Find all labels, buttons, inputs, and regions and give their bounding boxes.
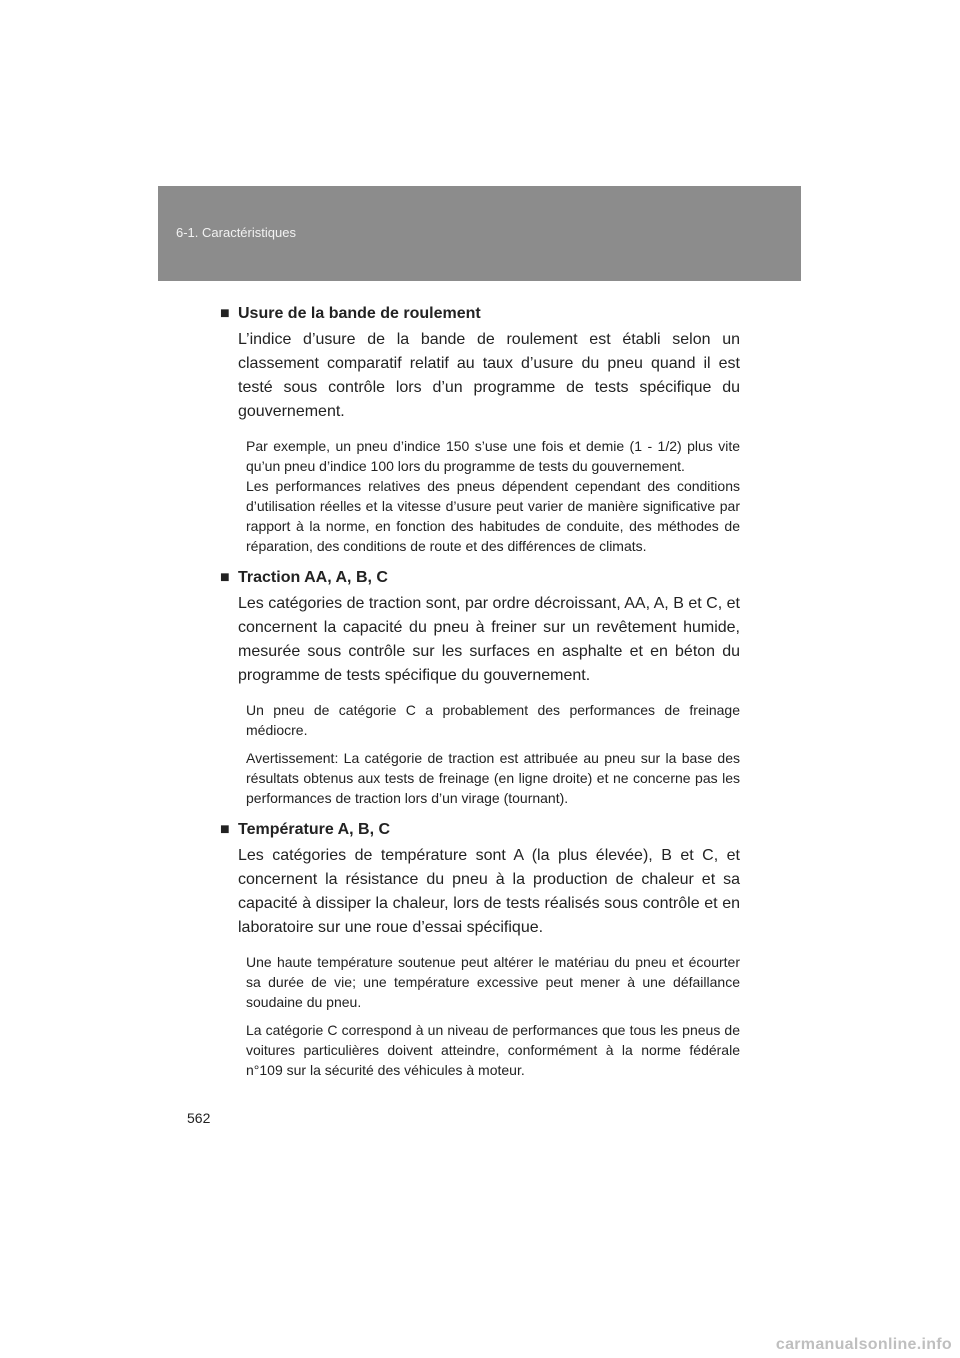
section-notes xyxy=(246,952,740,1080)
section-heading xyxy=(220,302,740,326)
section-traction xyxy=(220,566,740,808)
square-bullet-icon: ■ xyxy=(220,569,230,586)
section-heading xyxy=(220,818,740,842)
note-paragraph: Avertissement: La catégorie de traction est attribuée au pneu sur la base des résultats obtenus aux tests de freinage (en ligne droite) et ne concerne pas les performances de traction lors d’un virage (tournant). xyxy=(246,750,740,806)
section-label: 6-1. Caractéristiques xyxy=(176,225,296,240)
square-bullet-icon: ■ xyxy=(220,821,230,838)
section-body: Les catégories de traction sont, par ordre décroissant, AA, A, B et C, et concernent la capacité du pneu à freiner sur un revêtement humide, mesurée sous contrôle sur les surfaces en asphalte et en béton du programme de tests spécifique du gouvernement. xyxy=(238,595,740,684)
note-paragraph: Par exemple, un pneu d’indice 150 s’use une fois et demie (1 - 1/2) plus vite qu’un pneu d’indice 100 lors du programme de tests du gouvernement. xyxy=(246,438,740,474)
note-paragraph: Un pneu de catégorie C a probablement des performances de freinage médiocre. xyxy=(246,702,740,738)
note-paragraph: La catégorie C correspond à un niveau de performances que tous les pneus de voitures particulières doivent atteindre, conformément à la norme fédérale n°109 sur la sécurité des véhicules à moteur. xyxy=(246,1022,740,1078)
section-notes xyxy=(246,700,740,808)
square-bullet-icon: ■ xyxy=(220,305,230,322)
section-tread-wear xyxy=(220,302,740,556)
note-paragraph: Une haute température soutenue peut altérer le matériau du pneu et écourter sa durée de vie; une température excessive peut mener à une défaillance soudaine du pneu. xyxy=(246,954,740,1010)
section-notes xyxy=(246,436,740,556)
section-body: Les catégories de température sont A (la plus élevée), B et C, et concernent la résistance du pneu à la production de chaleur et sa capacité à dissiper la chaleur, lors de tests réalisés sous contrôle et en laboratoire sur une roue d’essai spécifique. xyxy=(238,847,740,936)
heading-text: Température A, B, C xyxy=(238,821,391,838)
heading-text: Usure de la bande de roulement xyxy=(238,305,481,322)
header-band xyxy=(158,186,801,281)
note-paragraph: Les performances relatives des pneus dépendent cependant des conditions d’utilisation réelles et la vitesse d’usure peut varier de manière significative par rapport à la norme, en fonction des habitudes de conduite, des méthodes de réparation, des conditions de route et des différences de climats. xyxy=(246,478,740,554)
watermark: carmanualsonline.info xyxy=(775,1336,952,1353)
heading-text: Traction AA, A, B, C xyxy=(238,569,388,586)
section-heading xyxy=(220,566,740,590)
page-content xyxy=(220,302,740,1090)
section-body: L’indice d’usure de la bande de roulement est établi selon un classement comparatif relatif au taux d’usure du pneu quand il est testé sous contrôle lors d’un programme de tests spécifique du gouvernement. xyxy=(238,331,740,420)
page-number: 562 xyxy=(187,1110,211,1126)
section-temperature xyxy=(220,818,740,1080)
